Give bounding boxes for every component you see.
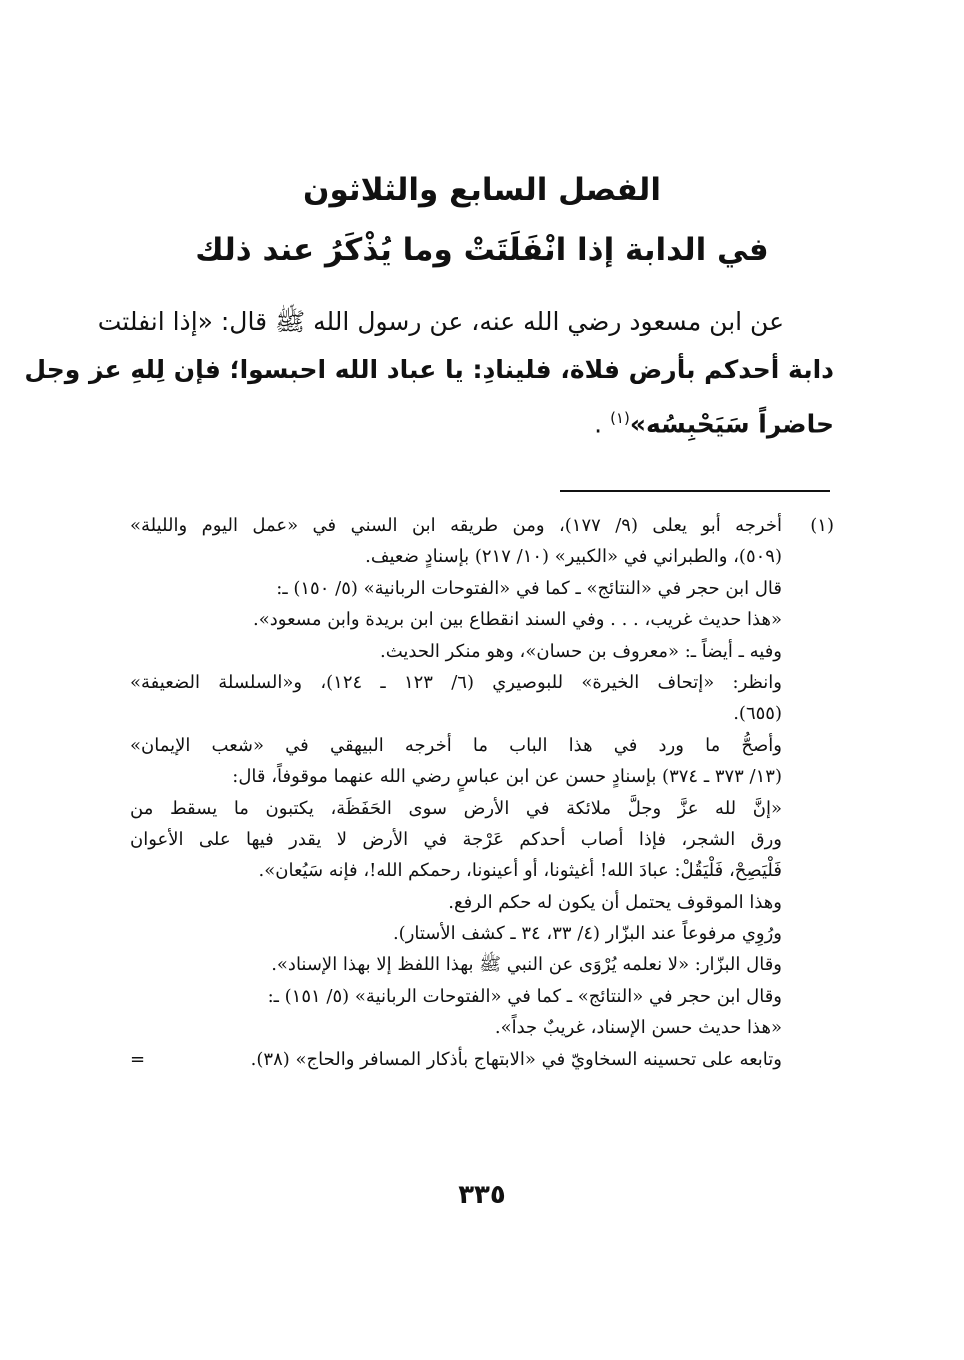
footnote-line [130,510,834,541]
footnote-line: وأصحُّ ما ورد في هذا الباب ما أخرجه البيهقي في «شعب الإيمان» [130,734,782,756]
footnote-line-text: وتابعه على تحسينه السخاويّ في «الابتهاج بأذكار المسافر والحاج» (٣٨). [250,1048,782,1070]
chapter-subtitle: في الدابة إذا انْفَلَتَتْ وما يُذْكَرُ عند ذلك [195,232,769,268]
footnote-line: (٥٠٩)، والطبراني في «الكبير» (١٠/ ٢١٧) بإسنادٍ ضعيف. [365,546,782,568]
continuation-mark: = [130,1048,146,1070]
footnote-line: وفيه ـ أيضاً ـ: «معروف بن حسان»، وهو منكر الحديث. [379,640,782,662]
footnote-line [130,1044,834,1075]
footnotes [130,510,834,1075]
hadith-line-1: عن ابن مسعود رضي الله عنه، عن رسول الله ﷺ قال: «إذا انفلتت [97,307,784,336]
hadith-line-3-text: حاضراً سَيَحْبِسُه» [629,409,834,439]
hadith-line-2-text: دابة أحدكم بأرض فلاة، فلينادِ: يا عباد الله احبسوا؛ فإن لِلهِ عز وجل [24,355,834,384]
footnote-line: وهذا الموقوف يحتمل أن يكون له حكم الرفع. [448,891,782,913]
hadith-text [24,298,834,442]
footnote-line: (٦٥٥). [733,703,782,725]
footnote-line: (١٣/ ٣٧٣ ـ ٣٧٤) بإسنادٍ حسن عن ابن عباسٍ رضي الله عنهما موقوفاً، قال: [232,766,782,788]
footnote-line: «إنَّ لله عزَّ وجلَّ ملائكة في الأرض سوى الحَفَظَة، يكتبون ما يسقط من [130,797,782,819]
footnote-line: «هذا حديث حسن الإسناد، غريبٌ جداً». [494,1017,782,1039]
footnote-line: قال ابن حجر في «النتائج» ـ كما في «الفتوحات الربانية» (٥/ ١٥٠) ـ: [276,577,782,599]
footnote-line: «هذا حديث غريب، . . . وفي السند انقطاع بين ابن بريدة وابن مسعود». [253,609,782,631]
footnote-line: ورُوِي مرفوعاً عند البزّار (٤/ ٣٣، ٣٤ ـ كشف الأستار). [392,923,782,945]
hadith-line-2 [24,346,834,394]
footnote-line: وانظر: «إتحاف الخيرة» للبوصيري (٦/ ١٢٣ ـ ١٢٤)، و«السلسلة الضعيفة» [130,671,783,693]
footnote-reference: (١) [610,409,630,427]
footnote-separator [560,490,830,492]
footnote-line: ورق الشجر، فإذا أصاب أحدكم عَرْجة في الأرض لا يقدر فيها على الأعوان [130,828,782,850]
hadith-line-3 [130,394,834,442]
footnote-line-text: أخرجه أبو يعلى (٩/ ١٧٧)، ومن طريقه ابن السني في «عمل اليوم والليلة» [130,515,782,536]
footnote-line: فَلْيَصِحْ، فَلْيَقُلْ: عبادَ الله! أغيثونا، أو أعينونا، رحمكم الله!، فإنه سَيُعان». [258,860,782,882]
footnote-line: وقال ابن حجر في «النتائج» ـ كما في «الفتوحات الربانية» (٥/ ١٥١) ـ: [267,985,782,1007]
hadith-line-3-end: . [594,409,611,439]
footnote-line: وقال البزّار: «لا نعلمه يُرْوَى عن النبي ﷺ بهذا اللفظ إلا بهذا الإسناد». [271,954,782,976]
footnote-marker: (١) [810,515,834,536]
chapter-title: الفصل السابع والثلاثون [303,172,661,208]
page-number: ٣٣٥ [458,1180,506,1210]
